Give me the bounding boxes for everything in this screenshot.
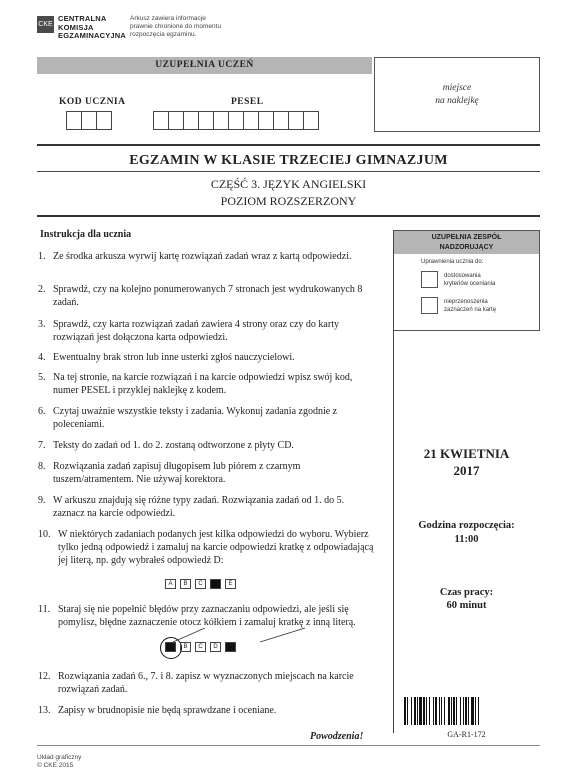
item-number: 8.	[38, 461, 46, 472]
no-transfer-checkbox[interactable]	[421, 297, 438, 314]
duration-label: Czas pracy:	[439, 587, 494, 598]
code-cell[interactable]	[66, 111, 82, 130]
student-fill-bar: UZUPEŁNIA UCZEŃ	[37, 57, 372, 74]
supervisor-panel	[393, 230, 540, 331]
item-number: 10.	[38, 529, 51, 540]
pesel-cell[interactable]	[258, 111, 274, 130]
item-number: 6.	[38, 406, 46, 417]
exam-date-year: 2017	[453, 463, 480, 478]
pesel-cell[interactable]	[153, 111, 169, 130]
exam-code: GA-R1-172	[447, 730, 486, 739]
option-line: dostosowania	[444, 273, 481, 279]
option-line: zaznaczeń na kartę	[444, 307, 497, 313]
pesel-cell[interactable]	[228, 111, 244, 130]
panel-header-line: NADZORUJĄCY	[439, 244, 494, 251]
pesel-cell[interactable]	[273, 111, 289, 130]
option-label	[444, 272, 495, 288]
item-number: 5.	[38, 372, 46, 383]
instruction-item	[38, 704, 378, 717]
pesel-cell[interactable]	[243, 111, 259, 130]
footer-divider	[37, 745, 540, 746]
entitled-label: Uprawnienia ucznia do:	[421, 259, 484, 265]
item-number: 1.	[38, 251, 46, 262]
org-line: EGZAMINACYJNA	[58, 31, 127, 40]
instruction-item	[38, 283, 378, 309]
item-text: Sprawdź, czy karta rozwiązań zadań zawiera 4 strony oraz czy do karty rozwiązań jest dołączona karta odpowiedzi.	[53, 319, 339, 343]
pesel-cell[interactable]	[168, 111, 184, 130]
answer-box: E	[225, 579, 236, 589]
item-text: Zapisy w brudnopisie nie będą sprawdzane i oceniane.	[58, 705, 277, 716]
panel-header-line: UZUPEŁNIA ZESPÓŁ	[431, 234, 502, 241]
student-code-label: KOD UCZNIA	[59, 97, 126, 107]
example2-answer-row	[165, 642, 240, 652]
divider	[37, 144, 540, 146]
answer-box-filled	[210, 579, 221, 589]
instruction-item	[38, 528, 378, 567]
start-time: 11:00	[454, 534, 479, 545]
item-text: Sprawdź, czy na kolejno ponumerowanych 7 stronach jest wydrukowanych 8 zadań.	[53, 284, 363, 308]
exam-part: CZĘŚĆ 3. JĘZYK ANGIELSKI	[210, 177, 367, 191]
good-luck: Powodzenia!	[310, 731, 364, 742]
column-divider	[393, 230, 394, 733]
item-number: 12.	[38, 671, 51, 682]
item-number: 3.	[38, 319, 46, 330]
instruction-item	[38, 351, 378, 364]
instruction-item	[38, 460, 378, 486]
instruction-item	[38, 670, 378, 696]
org-name	[58, 15, 126, 41]
code-cell[interactable]	[96, 111, 112, 130]
pesel-cell[interactable]	[183, 111, 199, 130]
example-answer-row	[165, 579, 240, 589]
divider	[37, 215, 540, 217]
instruction-item	[38, 439, 378, 452]
answer-box: C	[195, 579, 206, 589]
item-text: Czytaj uważnie wszystkie teksty i zadania. Wykonuj zadania zgodnie z poleceniami.	[53, 406, 338, 430]
item-number: 11.	[38, 604, 51, 615]
barcode	[404, 697, 530, 725]
divider	[37, 171, 540, 172]
answer-box: B	[180, 579, 191, 589]
answer-box-filled	[165, 642, 176, 652]
duration-value: 60 minut	[446, 600, 487, 611]
item-text: Ewentualny brak stron lub inne usterki zgłoś nauczycielowi.	[53, 352, 295, 363]
credit-line: Układ graficzny	[37, 754, 82, 761]
item-text: W arkuszu znajdują się różne typy zadań. Rozwiązania zadań od 1. do 5. zaznacz na karcie odpowiedzi.	[53, 495, 345, 519]
option-line: nieprzenoszenia	[444, 299, 488, 305]
instruction-item	[38, 250, 378, 263]
answer-box-filled	[225, 642, 236, 652]
pesel-label: PESEL	[231, 97, 264, 107]
option-label	[444, 298, 496, 314]
credit-line: © CKE 2015	[37, 762, 74, 769]
panel-header	[394, 231, 539, 254]
code-cell[interactable]	[81, 111, 97, 130]
item-number: 9.	[38, 495, 46, 506]
sticker-line: na naklejkę	[435, 96, 479, 106]
item-number: 7.	[38, 440, 46, 451]
item-text: Na tej stronie, na karcie rozwiązań i na karcie odpowiedzi wpisz swój kod, numer PESEL i przyklej naklejkę z kodem.	[53, 372, 353, 396]
instruction-item	[38, 318, 378, 344]
instruction-item	[38, 405, 378, 431]
note-line: Arkusz zawiera informacje	[130, 15, 206, 22]
item-number: 2.	[38, 284, 46, 295]
item-text: Staraj się nie popełnić błędów przy zaznaczaniu odpowiedzi, ale jeśli się pomylisz, błędne zaznaczenie otocz kółkiem i zamaluj kratkę z inną literą.	[58, 604, 356, 628]
answer-box: C	[195, 642, 206, 652]
org-line: CENTRALNA	[58, 14, 107, 23]
item-text: Teksty do zadań od 1. do 2. zostaną odtworzone z płyty CD.	[53, 440, 294, 451]
option-line: kryteriów oceniania	[444, 281, 496, 287]
exam-title: EGZAMIN W KLASIE TRZECIEJ GIMNAZJUM	[129, 153, 448, 168]
note-line: prawnie chronione do momentu	[130, 23, 222, 30]
arrow-line	[260, 628, 305, 642]
pesel-cell[interactable]	[288, 111, 304, 130]
answer-box: A	[165, 579, 176, 589]
start-time-label: Godzina rozpoczęcia:	[418, 520, 515, 531]
instructions-heading: Instrukcja dla ucznia	[40, 229, 132, 240]
org-line: KOMISJA	[58, 22, 94, 32]
item-number: 13.	[38, 705, 51, 716]
exam-level: POZIOM ROZSZERZONY	[220, 194, 357, 208]
pesel-field[interactable]	[154, 111, 319, 130]
adapt-criteria-checkbox[interactable]	[421, 271, 438, 288]
note-line: rozpoczęcia egzaminu.	[130, 31, 197, 38]
cke-logo: CKE	[37, 16, 54, 33]
sticker-area	[374, 57, 540, 132]
credits	[37, 754, 81, 770]
item-text: W niektórych zadaniach podanych jest kilka odpowiedzi do wyboru. Wybierz tylko jedną odpowiedź i zamaluj na karcie odpowiedzi kratkę z odpowiadającą jej literą, np. gdy wybrałeś odpowiedź D:	[58, 529, 374, 566]
instruction-item	[38, 494, 378, 520]
student-code-field[interactable]	[67, 111, 112, 130]
confidential-note	[130, 15, 221, 39]
sticker-line: miejsce	[442, 83, 472, 93]
answer-box: D	[210, 642, 221, 652]
pesel-cell[interactable]	[213, 111, 229, 130]
answer-box: B	[180, 642, 191, 652]
item-text: Rozwiązania zadań 6., 7. i 8. zapisz w wyznaczonych miejscach na karcie rozwiązań zadań.	[58, 671, 354, 695]
instruction-item	[38, 371, 378, 397]
barcode-bar	[478, 697, 479, 725]
pesel-cell[interactable]	[198, 111, 214, 130]
pesel-cell[interactable]	[303, 111, 319, 130]
item-text: Ze środka arkusza wyrwij kartę rozwiązań zadań wraz z kartą odpowiedzi.	[53, 251, 352, 262]
item-number: 4.	[38, 352, 46, 363]
item-text: Rozwiązania zadań zapisuj długopisem lub piórem z czarnym tuszem/atramentem. Nie używaj korektora.	[53, 461, 301, 485]
exam-date-day: 21 KWIETNIA	[423, 446, 510, 461]
